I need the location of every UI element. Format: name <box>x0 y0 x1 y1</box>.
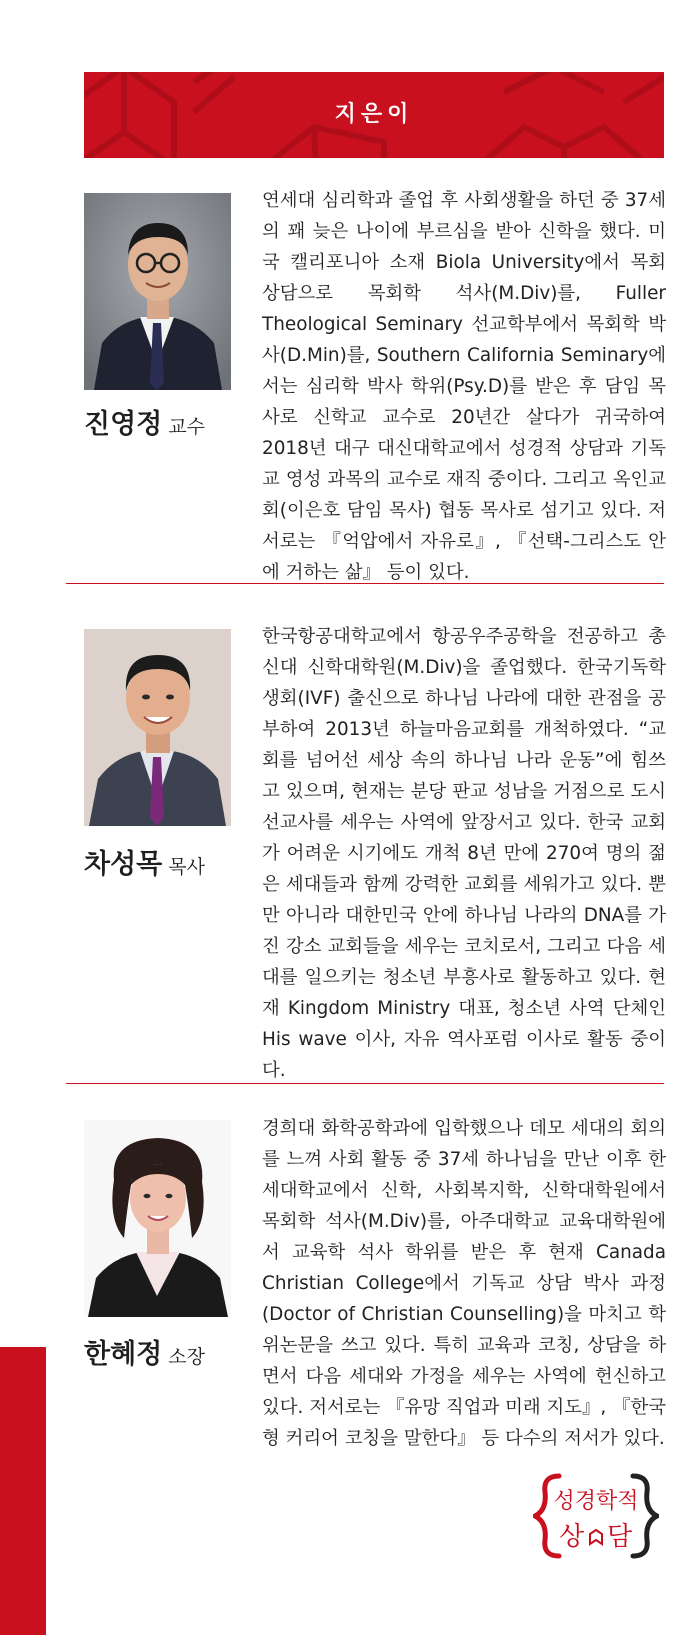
side-accent-bar <box>0 1347 46 1635</box>
logo-text-right: 담 <box>607 1522 633 1552</box>
author-role: 교수 <box>168 416 205 438</box>
author-name <box>84 402 205 441</box>
logo-text-top: 성경학적 <box>553 1489 639 1514</box>
author-photo <box>84 629 231 826</box>
author-photo <box>84 1120 231 1317</box>
author-name-text: 차성목 <box>84 849 163 880</box>
logo <box>533 1470 659 1562</box>
author-name <box>84 1332 205 1371</box>
logo-text-left: 상 <box>559 1522 585 1552</box>
author-name-text: 진영정 <box>84 409 163 440</box>
author-photo <box>84 193 231 390</box>
header-banner <box>84 72 664 158</box>
author-name <box>84 842 205 881</box>
section-divider <box>66 1083 664 1084</box>
author-bio: 연세대 심리학과 졸업 후 사회생활을 하던 중 37세의 꽤 늦은 나이에 부르심을 받아 신학을 했다. 미국 캘리포니아 소재 Biola University에서 목회 상담으로 목회학 석사(M.Div)를, Fuller Theological Seminary 선교학부에서 목회학 박사(D.Min)를, Southern California Seminary에서는 심리학 박사 학위(Psy.D)를 받은 후 담임 목사로 신학교 교수로 20년간 살다가 귀국하여 2018년 대구 대신대학교에서 성경적 상담과 기독교 영성 과목의 교수로 재직 중이다. 그리고 옥인교회(이은호 담임 목사) 협동 목사로 섬기고 있다. 저서로는 『억압에서 자유로』, 『선택-그리스도 안에 거하는 삶』 등이 있다. <box>262 190 666 583</box>
section-divider <box>66 583 664 584</box>
author-role: 소장 <box>168 1346 205 1368</box>
author-bio: 경희대 화학공학과에 입학했으나 데모 세대의 회의를 느껴 사회 활동 중 37세 하나님을 만난 이후 한세대학교에서 신학, 사회복지학, 신학대학원에서 목회학 석사(M.Div)를, 아주대학교 교육대학원에서 교육학 석사 학위를 받은 후 현재 Canada Christian College에서 기독교 상담 박사 과정(Doctor of Christian Counselling)을 마치고 학위논문을 쓰고 있다. 특히 교육과 코칭, 상담을 하면서 다음 세대와 가정을 세우는 사역에 헌신하고 있다. 저서로는 『유망 직업과 미래 지도』, 『한국형 커리어 코칭을 말한다』 등 다수의 저서가 있다. <box>262 1118 666 1449</box>
author-role: 목사 <box>168 856 205 878</box>
author-bio: 한국항공대학교에서 항공우주공학을 전공하고 총신대 신학대학원(M.Div)을 졸업했다. 한국기독학생회(IVF) 출신으로 하나님 나라에 대한 관점을 공부하여 2013년 하늘마음교회를 개척하였다. “교회를 넘어선 세상 속의 하나님 나라 운동”에 힘쓰고 있으며, 현재는 분당 판교 성남을 거점으로 도시 선교사를 세우는 사역에 앞장서고 있다. 한국 교회가 어려운 시기에도 개척 8년 만에 270여 명의 젊은 세대들과 함께 강력한 교회를 세워가고 있다. 뿐만 아니라 대한민국 안에 하나님 나라의 DNA를 가진 강소 교회들을 세우는 코치로서, 그리고 다음 세대를 일으키는 청소년 부흥사로 활동하고 있다. 현재 Kingdom Ministry 대표, 청소년 사역 단체인 His wave 이사, 자유 역사포럼 이사로 활동 중이다. <box>262 626 666 1081</box>
author-name-text: 한혜정 <box>84 1339 163 1370</box>
page-title: 지은이 <box>334 102 414 127</box>
